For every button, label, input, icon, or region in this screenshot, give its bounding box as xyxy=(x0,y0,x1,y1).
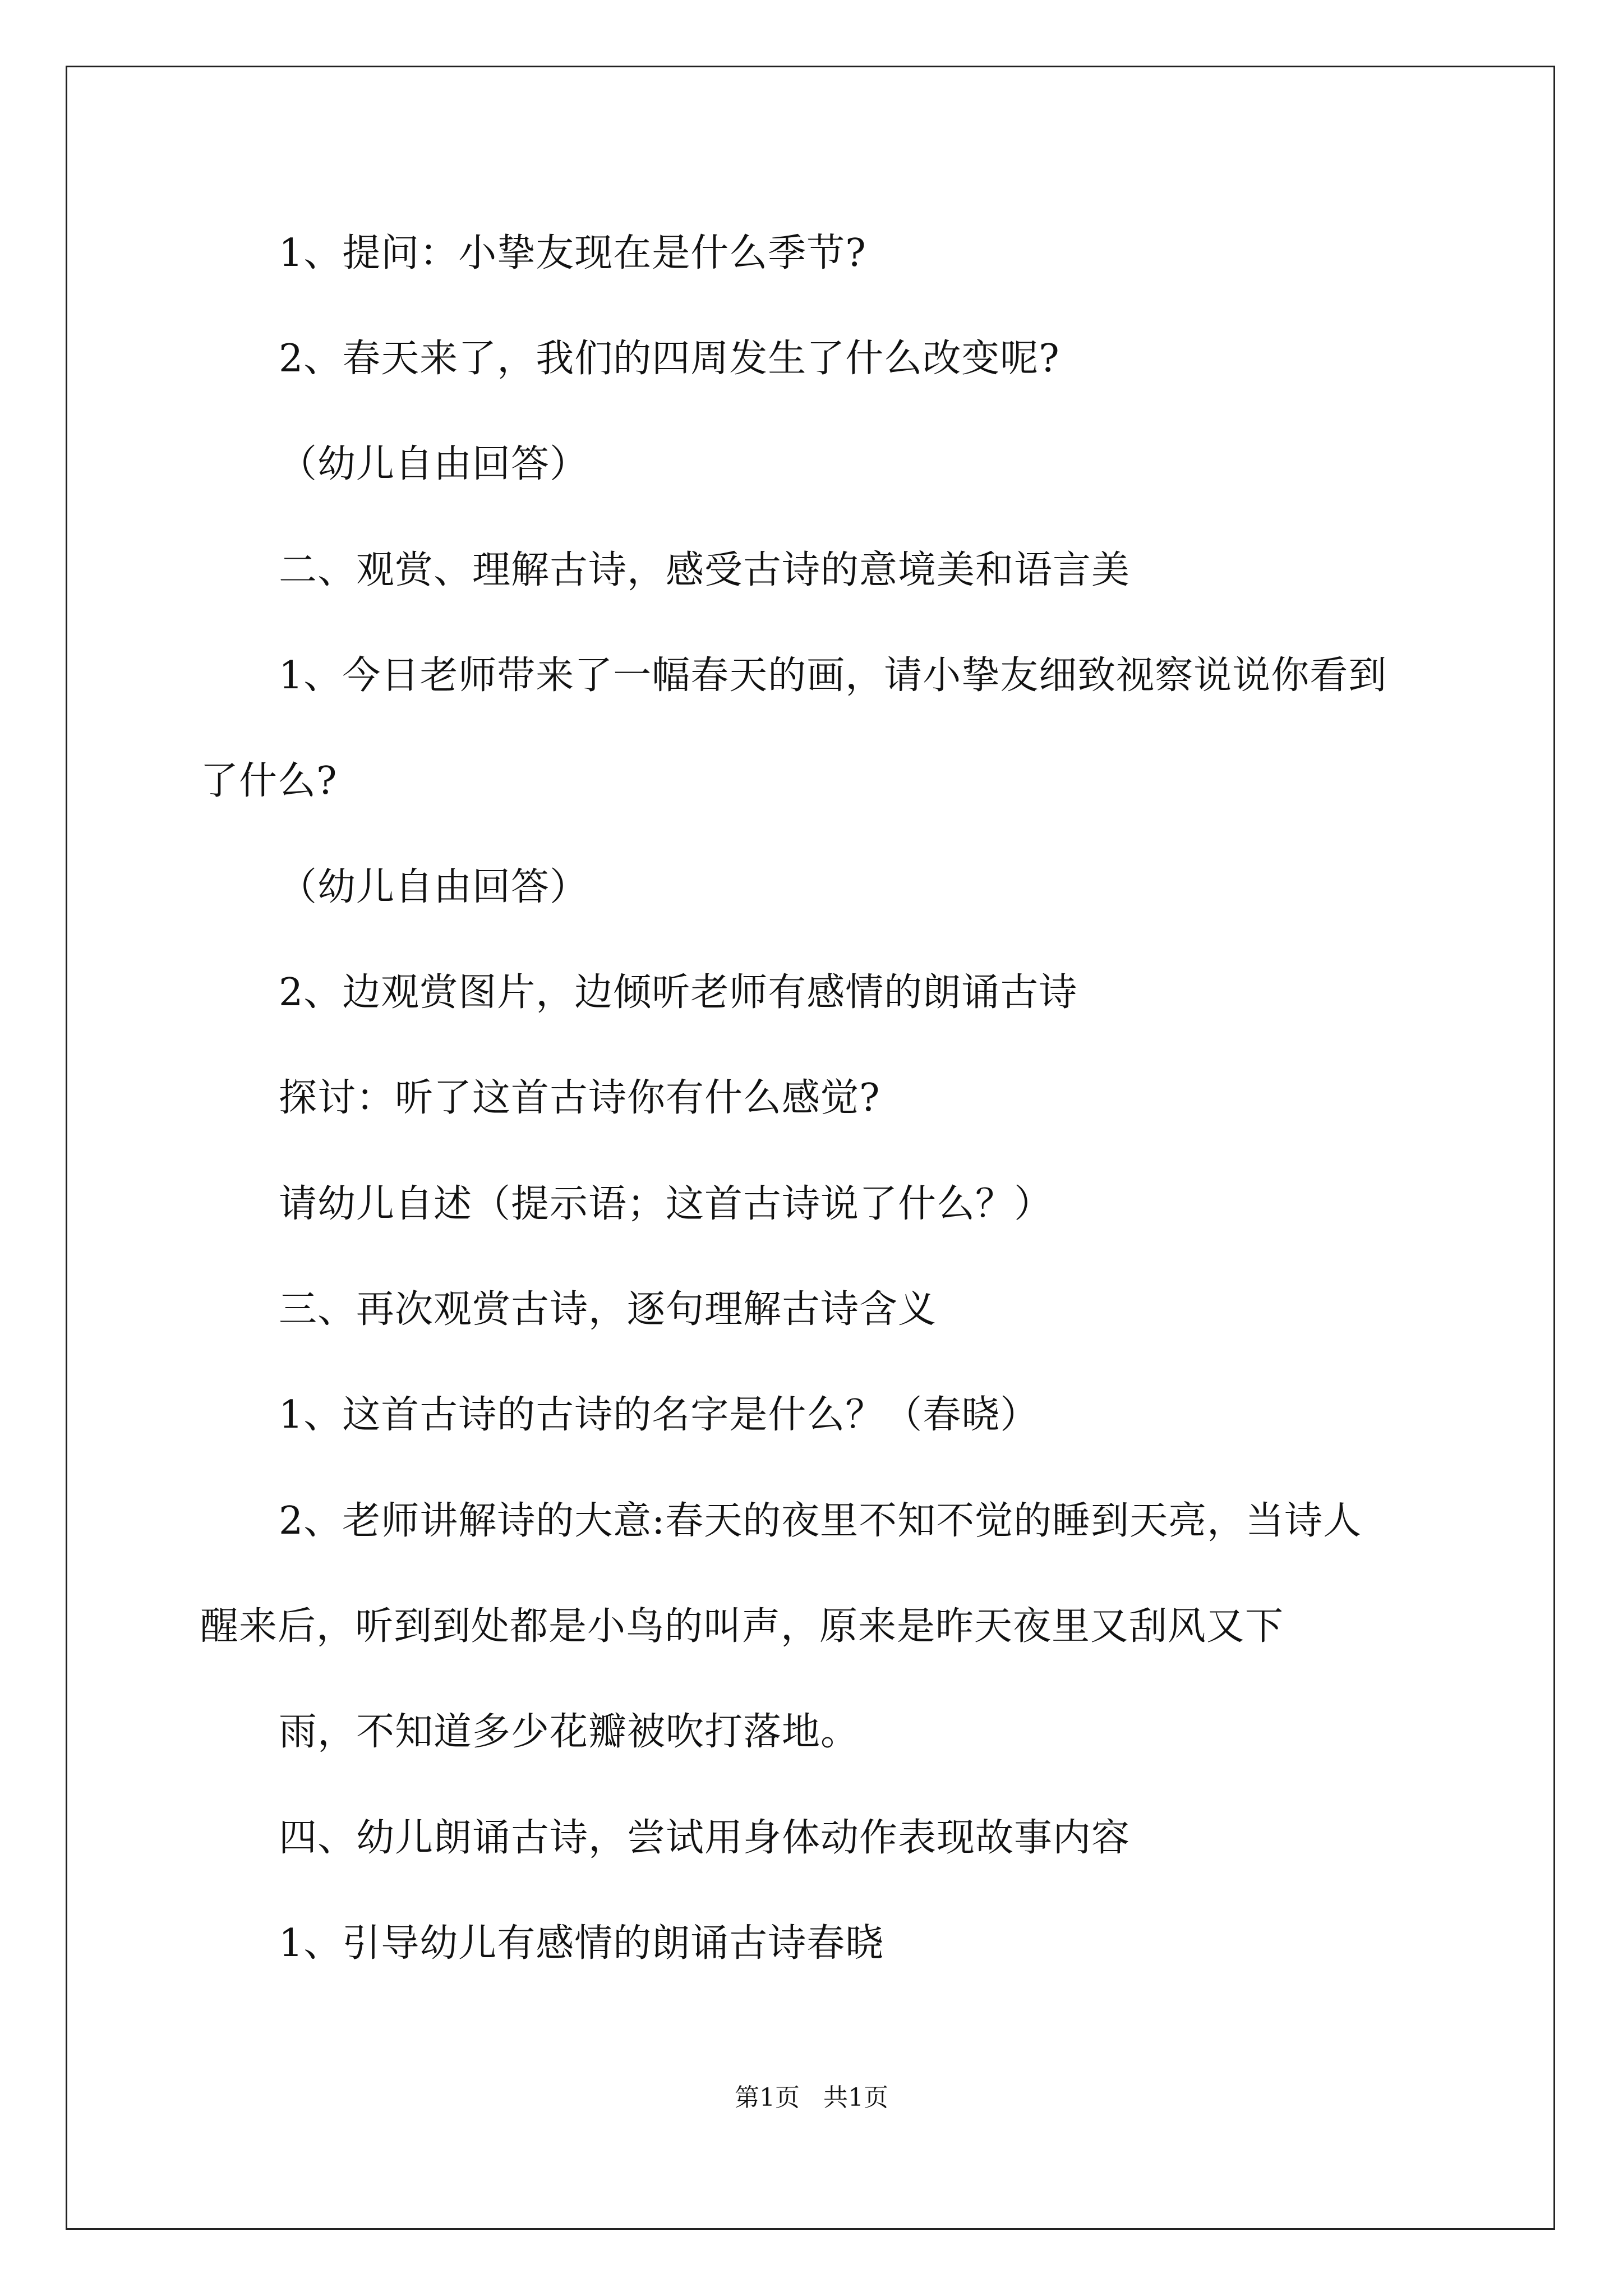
page-number: 第1页 xyxy=(735,2083,800,2112)
paragraph-line: 2、老师讲解诗的大意:春天的夜里不知不觉的睡到天亮，当诗人 xyxy=(279,1499,1362,1543)
section-heading: 三、再次观赏古诗，逐句理解古诗含义 xyxy=(279,1287,937,1332)
page-footer xyxy=(0,2082,1623,2114)
paragraph-line: 1、引导幼儿有感情的朗诵古诗春晓 xyxy=(279,1921,884,1966)
paragraph-line: （幼儿自由回答） xyxy=(279,442,589,486)
paragraph-line: 1、今日老师带来了一幅春天的画，请小挚友细致视察说说你看到 xyxy=(279,654,1387,698)
paragraph-line: 请幼儿自述（提示语；这首古诗说了什么？） xyxy=(279,1182,1053,1226)
page-total: 共1页 xyxy=(823,2083,888,2112)
paragraph-line: 探讨：听了这首古诗你有什么感觉? xyxy=(279,1076,880,1120)
section-heading: 四、幼儿朗诵古诗，尝试用身体动作表现故事内容 xyxy=(279,1816,1131,1860)
paragraph-line: （幼儿自由回答） xyxy=(279,865,589,909)
paragraph-line: 2、边观赏图片，边倾听老师有感情的朗诵古诗 xyxy=(279,970,1078,1015)
paragraph-line: 了什么? xyxy=(200,759,338,803)
paragraph-line: 1、提问：小挚友现在是什么季节? xyxy=(279,231,866,275)
paragraph-line: 雨，不知道多少花瓣被吹打落地。 xyxy=(279,1710,860,1754)
paragraph-line: 2、春天来了，我们的四周发生了什么改变呢? xyxy=(279,337,1060,381)
page-border xyxy=(66,66,1555,2230)
paragraph-line: 1、这首古诗的古诗的名字是什么？（春晓） xyxy=(279,1393,1039,1437)
paragraph-line: 醒来后，听到到处都是小鸟的叫声，原来是昨天夜里又刮风又下 xyxy=(200,1604,1284,1649)
section-heading: 二、观赏、理解古诗，感受古诗的意境美和语言美 xyxy=(279,548,1131,592)
